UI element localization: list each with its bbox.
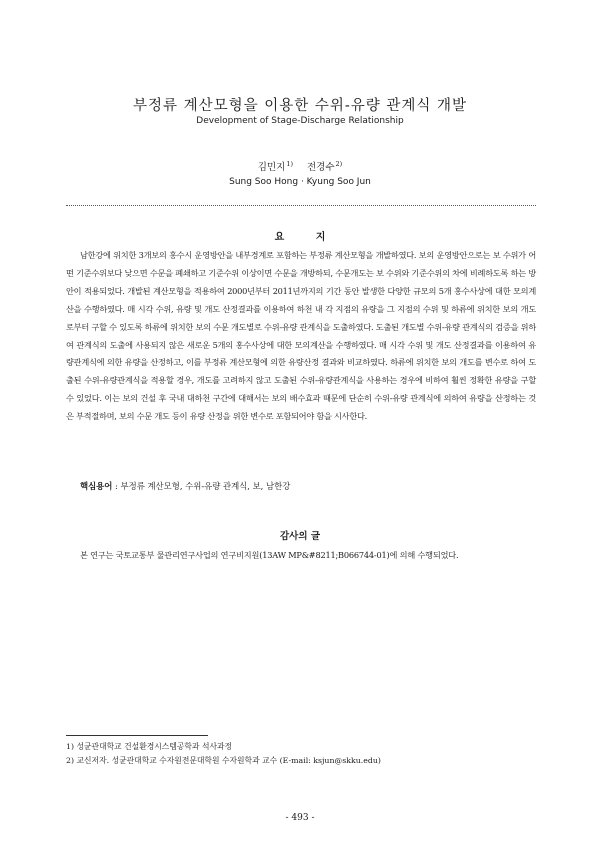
authors-korean	[0, 159, 600, 173]
footnote-1: 1) 성균관대학교 건설환경시스템공학과 석사과정	[66, 742, 233, 751]
author-2-name: 전경수	[307, 162, 335, 173]
acknowledgement-body: 본 연구는 국토교통부 물관리연구사업의 연구비지원(13AW MP&#8211;B066744-01)에 의해 수행되었다.	[80, 550, 459, 560]
paper-subtitle-english: Development of Stage-Discharge Relationship	[196, 116, 404, 126]
keywords	[80, 480, 536, 492]
footnotes	[66, 740, 536, 768]
keywords-text: 부정류 계산모형, 수위-유량 관계식, 보, 남한강	[120, 481, 291, 491]
abstract-body: 남한강에 위치한 3개보의 홍수시 운영방안을 내부경계로 포함하는 부정류 계산모형을 개발하였다. 보의 운영방안으로는 보 수위가 어떤 기준수위보다 낮으면 수문을 폐쇄하고 기준수위 이상이면 수문을 개방하되, 수문개도는 보 수위와 기준수위의 차에 비례하도록 하는 방안이 적용되었다. 개발된 계산모형을 적용하여 2000년부터 2011년까지의 기간 동안 발생한 다양한 규모의 5개 홍수사상에 대한 모의계산을 수행하였다. 매 시각 수위, 유량 및 개도 산정결과를 이용하여 하천 내 각 지점의 유량을 그 지점의 수위 및 하류에 위치한 보의 개도로부터 구할 수 있도록 하류에 위치한 보의 수문 개도별로 수위-유량 관계식을 도출하였다. 도출된 개도별 수위-유량 관계식의 검증을 위하여 관계식의 도출에 사용되지 않은 새로운 5개의 홍수사상에 대한 모의계산을 수행하였다. 매 시각 수위 및 개도 산정결과를 이용하여 유량관계식에 의한 유량을 산정하고, 이를 부정류 계산모형에 의한 유량산정 결과와 비교하였다. 하류에 위치한 보의 개도를 변수로 하여 도출된 수위-유량관계식을 적용할 경우, 개도를 고려하지 않고 도출된 수위-유량관계식을 사용하는 경우에 비하여 훨씬 정확한 유량을 구할 수 있었다. 이는 보의 건설 후 국내 대하천 구간에 대해서는 보의 배수효과 때문에 단순히 수위-유량 관계식에 의하여 유량을 산정하는 것은 부적절하며, 보의 수문 개도 등이 유량 산정을 위한 변수로 포함되어야 함을 시사한다.	[66, 250, 536, 422]
acknowledgement-heading: 감사의 글	[279, 531, 320, 542]
author-2-footnote-mark: 2)	[335, 160, 343, 168]
paper-title: 부정류 계산모형을 이용한 수위-유량 관계식 개발	[132, 98, 468, 114]
keywords-label: 핵심용어	[80, 481, 113, 491]
keywords-separator: :	[112, 481, 121, 491]
footnote-2: 2) 교신저자. 성균관대학교 수자원전문대학원 수자원학과 교수 (E-mail: ksjun@skku.edu)	[66, 756, 381, 765]
author-1-name: 김민지	[257, 162, 286, 173]
authors-english: Sung Soo Hong · Kyung Soo Jun	[229, 177, 371, 187]
abstract-heading: 요 지	[274, 232, 340, 243]
author-1-footnote-mark: 1)	[286, 160, 293, 168]
section-divider	[66, 205, 536, 206]
footnote-divider	[66, 735, 208, 736]
page-number: - 493 -	[285, 813, 315, 823]
